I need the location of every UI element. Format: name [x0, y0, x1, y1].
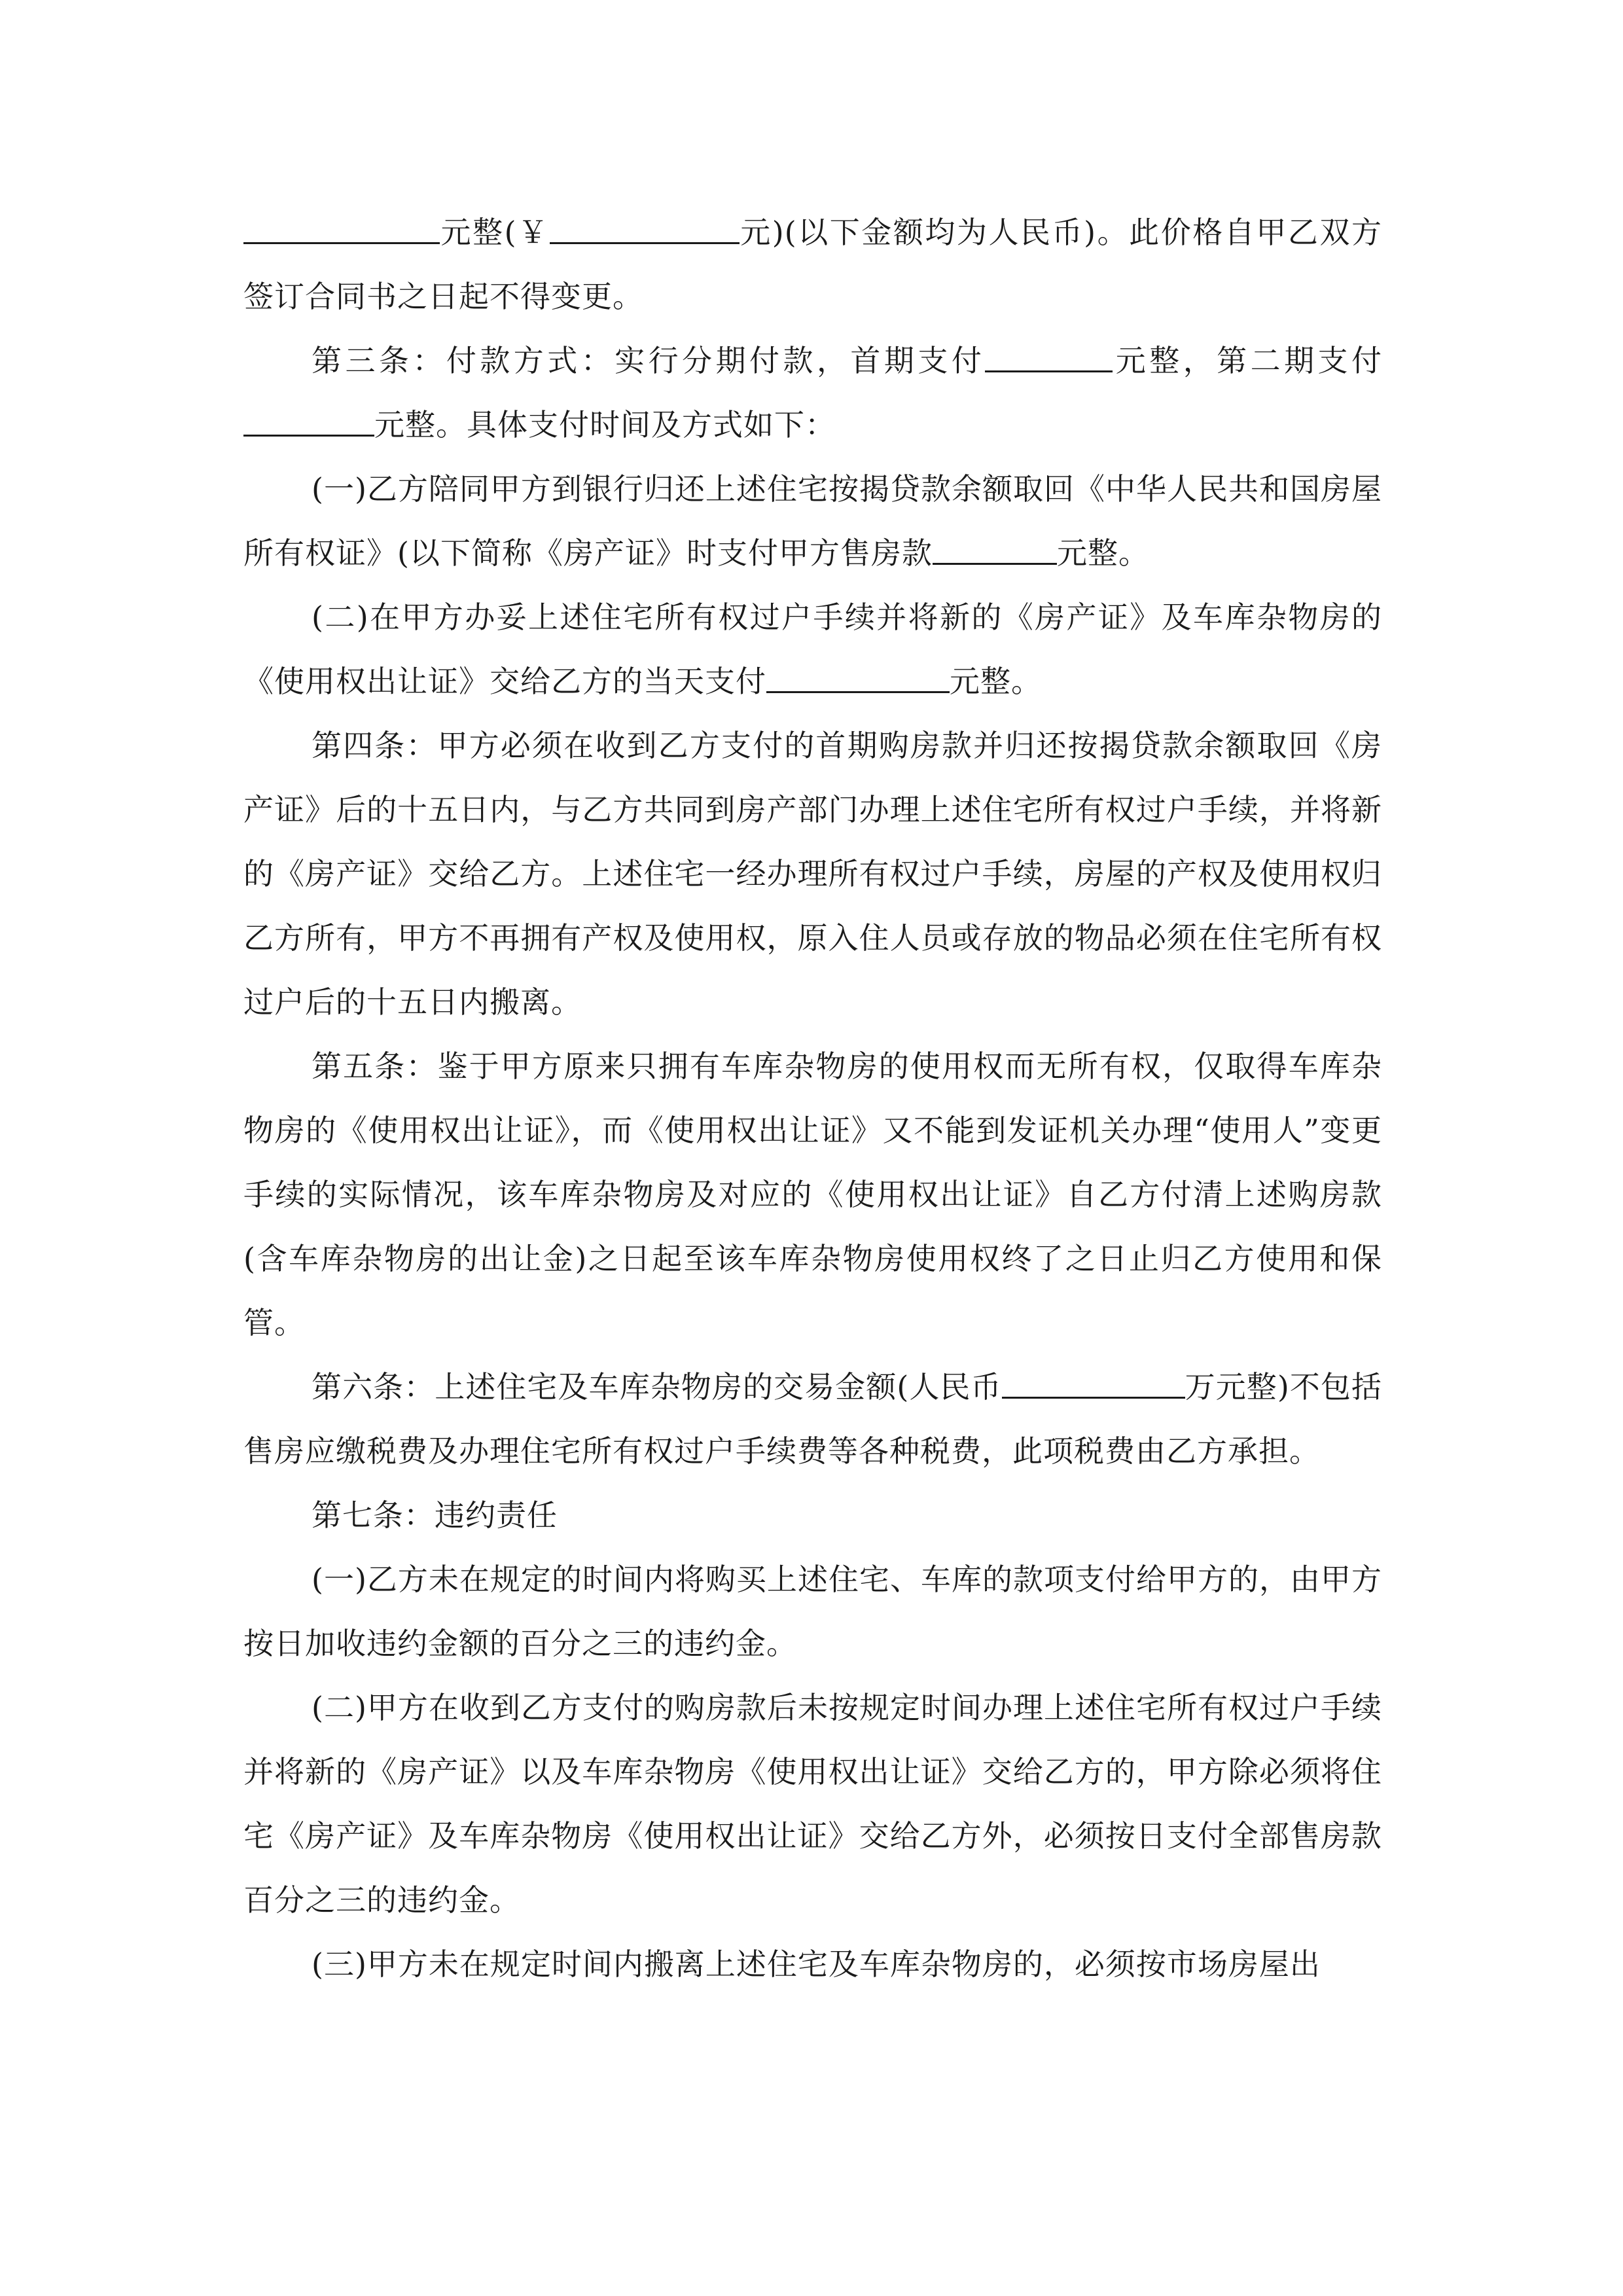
blank-field[interactable] [985, 340, 1113, 372]
text-segment: 元)(以下金额均为人民币)。此价格自甲乙双方签订合同书之日起不得变更。 [243, 215, 1382, 314]
paragraph-article-3-item-2 [243, 585, 1382, 713]
blank-field[interactable] [933, 533, 1057, 565]
text-segment: (一)乙方陪同甲方到银行归还上述住宅按揭贷款余额取回《中华人民共和国房屋所有权证》(以下简称《房产证》时支付甲方售房款 [243, 471, 1382, 571]
blank-field[interactable] [766, 661, 950, 693]
blank-field[interactable] [550, 212, 740, 244]
paragraph-article-7-item-2: (二)甲方在收到乙方支付的购房款后未按规定时间办理上述住宅所有权过户手续并将新的《房产证》以及车库杂物房《使用权出让证》交给乙方的，甲方除必须将住宅《房产证》及车库杂物房《使用权出让证》交给乙方外，必须按日支付全部售房款百分之三的违约金。 [243, 1690, 1382, 1918]
paragraph-article-5: 第五条：鉴于甲方原来只拥有车库杂物房的使用权而无所有权，仅取得车库杂物房的《使用权出让证》，而《使用权出让证》又不能到发证机关办理“使用人”变更手续的实际情况，该车库杂物房及对应的《使用权出让证》自乙方付清上述购房款(含车库杂物房的出让金)之日起至该车库杂物房使用权终了之日止归乙方使用和保管。 [243, 1049, 1382, 1340]
blank-field[interactable] [243, 404, 374, 437]
text-segment: 元整。 [950, 664, 1042, 699]
text-segment: 第三条：付款方式：实行分期付款，首期支付 [312, 343, 986, 378]
text-segment: 元整，第二期支付 [1113, 343, 1383, 378]
text-segment: 元整。 [1056, 535, 1149, 571]
paragraph-article-4: 第四条：甲方必须在收到乙方支付的首期购房款并归还按揭贷款余额取回《房产证》后的十五日内，与乙方共同到房产部门办理上述住宅所有权过户手续，并将新的《房产证》交给乙方。上述住宅一经办理所有权过户手续，房屋的产权及使用权归乙方所有，甲方不再拥有产权及使用权，原入住人员或存放的物品必须在住宅所有权过户后的十五日内搬离。 [243, 728, 1382, 1020]
paragraph-article-6 [243, 1355, 1382, 1483]
paragraph-article-7-item-1: (一)乙方未在规定的时间内将购买上述住宅、车库的款项支付给甲方的，由甲方按日加收违约金额的百分之三的违约金。 [243, 1562, 1382, 1661]
paragraph-article-7-item-3: (三)甲方未在规定时间内搬离上述住宅及车库杂物房的，必须按市场房屋出 [312, 1946, 1321, 1982]
text-segment: 元整(￥ [440, 215, 550, 250]
paragraph-article-3-item-1 [243, 457, 1382, 585]
blank-field[interactable] [243, 212, 440, 244]
blank-field[interactable] [1002, 1367, 1185, 1399]
text-segment: (二)在甲方办妥上述住宅所有权过户手续并将新的《房产证》及车库杂物房的《使用权出让证》交给乙方的当天支付 [243, 600, 1382, 699]
document-body [243, 200, 1382, 1996]
paragraph-article-3 [243, 329, 1382, 457]
text-segment: 万元整)不包括售房应缴税费及办理住宅所有权过户手续费等各种税费，此项税费由乙方承担。 [243, 1369, 1382, 1469]
text-segment: 第六条：上述住宅及车库杂物房的交易金额(人民币 [312, 1369, 1002, 1405]
paragraph-price [243, 200, 1382, 329]
text-segment: 元整。具体支付时间及方式如下： [374, 407, 836, 442]
paragraph-article-7-heading: 第七条：违约责任 [312, 1498, 558, 1533]
